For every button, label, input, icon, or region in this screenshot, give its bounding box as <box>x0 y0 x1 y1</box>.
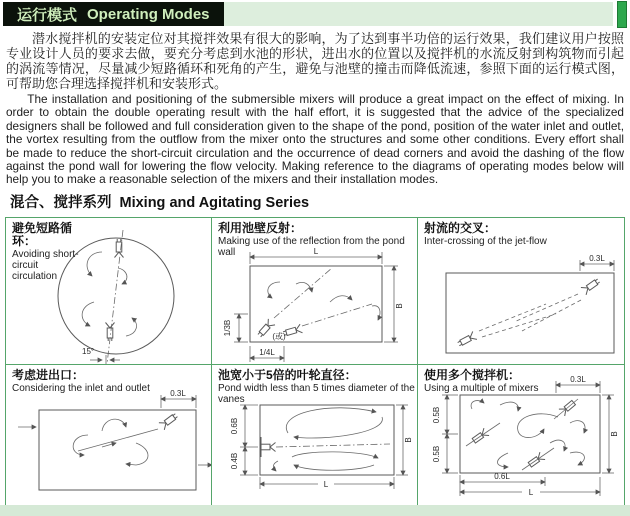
panel-title <box>12 222 84 282</box>
panel-title-zh: 射流的交叉： <box>424 221 497 235</box>
dimensions <box>580 254 614 271</box>
dim-label-offset-top: 0.3L <box>589 254 605 263</box>
panel-inlet-outlet <box>6 365 212 506</box>
panel-title-en: Pond width less than 5 times diameter of the vanes <box>218 383 415 405</box>
center-line <box>107 230 123 364</box>
dim-label-offset-left: 1/3B <box>223 319 232 337</box>
panel-title-en: Inter-crossing of the jet-flow <box>424 236 547 247</box>
section-title-zh: 混合、搅拌系列 <box>10 195 112 211</box>
dim-label-length: L <box>528 488 534 497</box>
page-title-zh: 运行模式 <box>17 6 78 24</box>
panel-title-zh: 考虑进出口： <box>12 368 85 382</box>
dim-label-length: L <box>313 247 319 256</box>
mixer-icon <box>260 443 276 452</box>
jet-line <box>78 429 158 451</box>
dim-label-width: B <box>395 303 404 309</box>
dimensions <box>161 389 196 408</box>
panel-avoiding-short-circuit <box>6 218 212 365</box>
pond-outline <box>250 266 382 342</box>
angle-dimension <box>82 347 120 365</box>
panel-narrow-pond <box>212 365 418 506</box>
panel-title <box>424 222 547 247</box>
jet-lines <box>274 268 372 326</box>
flow-arrows <box>273 408 382 471</box>
dimensions <box>230 405 413 489</box>
panel-title-zh: 利用池壁反射： <box>218 221 303 235</box>
panel-title <box>218 222 417 258</box>
jet-lines <box>479 294 581 337</box>
pond-outline <box>260 405 394 475</box>
intro-paragraph-zh: 潜水搅拌机的安装定位对其搅拌效果有很大的影响，为了达到事半功倍的运行效果，我们建议用户按照专业设计人员的要求去做，要充分考虑到水池的形状，进出水的位置以及搅拌机的水流反射到构筑物而引起的涡流等情况，尽量减少短路循环和死角的产生，避免与池壁的撞击而降低流速，参照下面的运行模式图，可帮助您合理选择搅拌机和安装形式。 <box>6 31 624 91</box>
panel-multiple-mixers <box>418 365 624 506</box>
dim-label-upper: 0.6B <box>230 417 239 435</box>
dim-label-lower: 0.4B <box>230 452 239 470</box>
dim-label-angle: 15° <box>82 347 95 356</box>
panel-title-en: Using a multiple of mixers <box>424 383 539 394</box>
footer-band <box>0 505 630 516</box>
or-label: (或) <box>272 332 286 341</box>
jet-lines <box>466 399 578 470</box>
panel-jet-flow-crossing <box>418 218 624 365</box>
dim-label-offset-top: 0.3L <box>570 375 586 384</box>
panel-title-en: Considering the inlet and outlet <box>12 383 150 394</box>
dim-label-width: B <box>404 437 413 443</box>
dim-label-upper: 0.5B <box>432 406 441 424</box>
header-accent-bar <box>617 1 627 28</box>
mixer-icon <box>106 323 115 342</box>
jet-line <box>276 444 390 447</box>
panel-title-zh: 避免短路循环： <box>12 221 73 248</box>
panel-title <box>424 369 538 394</box>
mixer-icon <box>456 331 477 348</box>
dim-label-lower: 0.5B <box>432 445 441 463</box>
panel-title-zh: 使用多个搅拌机： <box>424 368 521 382</box>
section-title-en: Mixing and Agitating Series <box>119 195 310 211</box>
dim-label-offset-top: 0.3L <box>170 389 186 398</box>
dim-label-offset-bottom: 1/4L <box>259 348 275 357</box>
section-title <box>10 191 309 212</box>
panel-title <box>218 369 417 405</box>
dim-label-length: L <box>323 480 329 489</box>
intro-paragraph-en: The installation and positioning of the submersible mixers will produce a great impact on the effect of mixing. In order to obtain the double operating result with the half effort, it is suggested that the advice of the specialized designers shall be followed and full consideration given to the shape of the pond, position of the water inlet and outlet, the vortex resulting from the outflow from the mixer onto the structures and some other conditions. Every effort shall be made to reduce the short-circuit circulation and the occurrence of dead corners and avoid the dashing of the flow against the pond wall for lowering the flow velocity. Making reference to the diagrams of operating modes below will help you to make a reasonable selection of the mixers and their installation modes. <box>6 92 624 187</box>
operating-modes-grid <box>5 217 625 507</box>
page-title-en: Operating Modes <box>87 5 210 23</box>
page-title <box>3 2 224 26</box>
mixer-icon <box>115 239 124 258</box>
mixer-icon <box>159 412 179 430</box>
panel-title-en: Making use of the reflection from the pond wall <box>218 236 405 258</box>
panel-title-zh: 池宽小于5倍的叶轮直径： <box>218 368 357 382</box>
flow-arrows <box>268 282 380 320</box>
mixer-icon <box>581 277 601 295</box>
dim-label-length-part: 0.6L <box>494 472 510 481</box>
dim-label-width: B <box>610 431 619 437</box>
panel-title <box>12 369 150 394</box>
panel-pond-wall-reflection <box>212 218 418 365</box>
panel-title-en: Avoiding short-circuit circulation <box>12 249 79 282</box>
flow-arrows <box>82 252 136 336</box>
